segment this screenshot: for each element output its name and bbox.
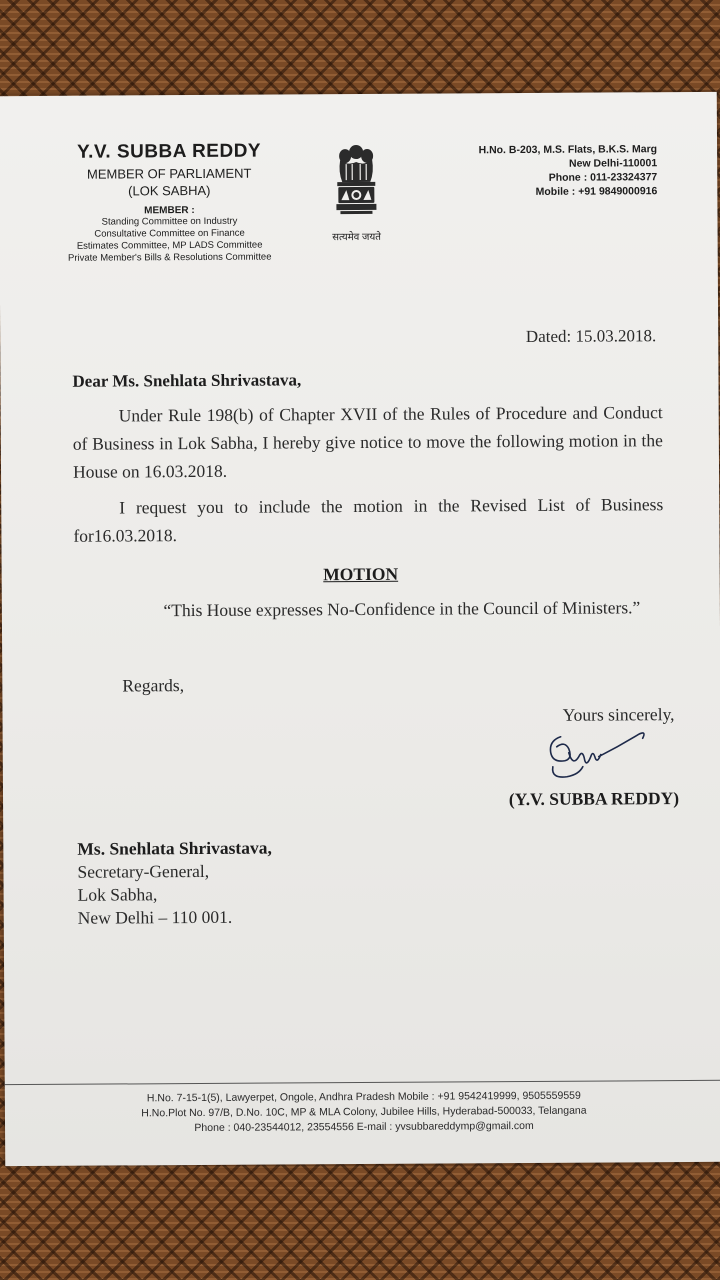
letter-footer xyxy=(5,1088,720,1137)
sender-house: (LOK SABHA) xyxy=(128,182,211,199)
mobile-line: Mobile : +91 9849000916 xyxy=(535,185,658,198)
body-paragraph-1: Under Rule 198(b) of Chapter XVII of the Rules of Procedure and Conduct of Business in Lok Sabha, I hereby give notice to move the following motion in the House on 16.03.2018. xyxy=(72,402,663,482)
committee-item: Estimates Committee, MP LADS Committee xyxy=(76,239,263,252)
address-line: H.No. B-203, M.S. Flats, B.K.S. Marg xyxy=(478,143,658,157)
regards: Regards, xyxy=(122,675,185,696)
sender-designation: MEMBER OF PARLIAMENT xyxy=(86,165,252,182)
motion-heading: MOTION xyxy=(323,563,399,585)
committee-item: Consultative Committee on Finance xyxy=(94,227,245,240)
lion-capital-icon xyxy=(328,142,384,224)
committee-item: Private Member's Bills & Resolutions Committee xyxy=(67,251,272,264)
letterhead-address xyxy=(433,142,657,199)
addressee-title: Secretary-General, xyxy=(77,860,210,882)
addressee-block xyxy=(77,837,272,930)
footer-line: Phone : 040-23544012, 23554556 E-mail : yvsubbareddymp@gmail.com xyxy=(194,1119,534,1135)
member-label: MEMBER : xyxy=(144,205,195,217)
addressee-name: Ms. Snehlata Shrivastava, xyxy=(77,837,272,859)
sender-name: Y.V. SUBBA REDDY xyxy=(77,140,262,163)
body-paragraph-2: I request you to include the motion in the Revised List of Business for16.03.2018. xyxy=(73,494,664,546)
salutation: Dear Ms. Snehlata Shrivastava, xyxy=(72,370,302,391)
phone-line: Phone : 011-23324377 xyxy=(548,171,658,184)
motion-text: “This House expresses No-Confidence in the Council of Ministers.” xyxy=(163,597,641,621)
footer-line: H.No.Plot No. 97/B, D.No. 10C, MP & MLA Colony, Jubilee Hills, Hyderabad-500033, Telangana xyxy=(141,1104,587,1120)
letterhead-sender xyxy=(39,140,300,265)
addressee-city: New Delhi – 110 001. xyxy=(77,906,233,928)
closing: Yours sincerely, xyxy=(562,704,675,725)
addressee-org: Lok Sabha, xyxy=(77,884,158,905)
address-line: New Delhi-110001 xyxy=(568,157,658,170)
letter-page xyxy=(0,92,720,1166)
national-emblem xyxy=(321,142,392,243)
signatory-name: (Y.V. SUBBA REDDY) xyxy=(508,788,680,810)
letter-date: Dated: 15.03.2018. xyxy=(525,326,657,346)
emblem-motto: सत्यमेव जयते xyxy=(332,231,381,244)
footer-divider xyxy=(5,1080,720,1085)
footer-line: H.No. 7-15-1(5), Lawyerpet, Ongole, Andhra Pradesh Mobile : +91 9542419999, 9505559559 xyxy=(146,1089,581,1105)
committee-item: Standing Committee on Industry xyxy=(101,215,238,228)
handwritten-signature xyxy=(539,726,659,787)
